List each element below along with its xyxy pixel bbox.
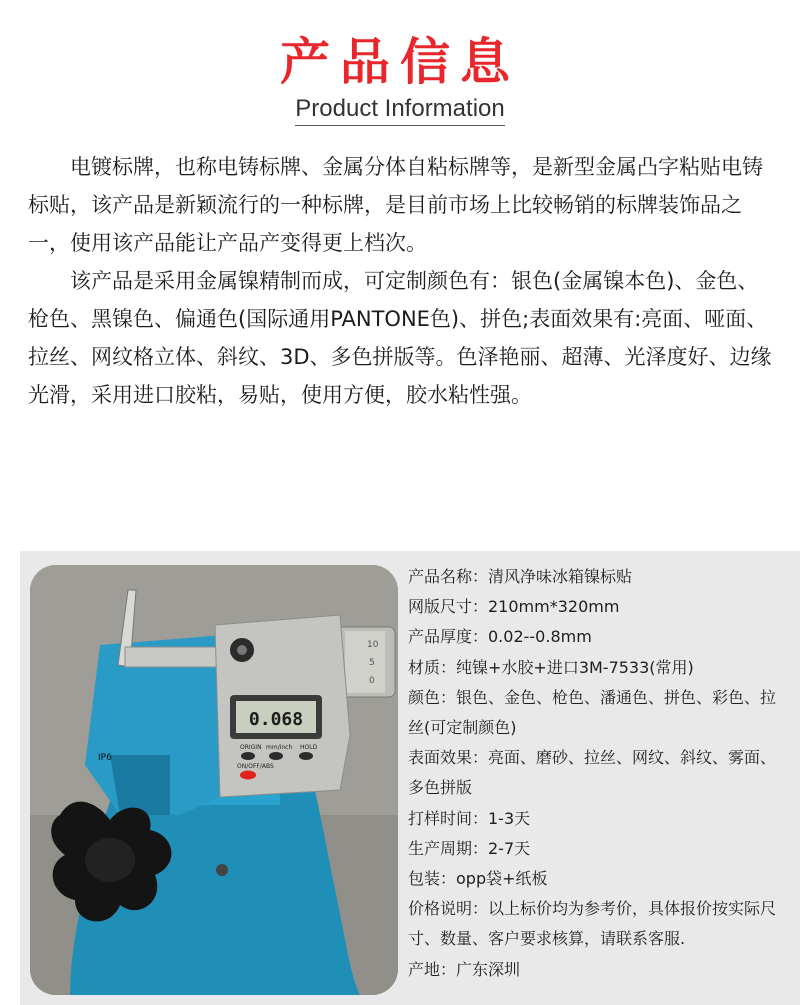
page-title: 产品信息: [280, 33, 520, 91]
intro-paragraph-2: 该产品是采用金属镍精制而成，可定制颜色有：银色(金属镍本色)、金色、枪色、黑镍色、偏通色(国际通用PANTONE色)、拼色;表面效果有:亮面、哑面、拉丝、网纹格立体、斜纹、3D、多色拼版等。色泽艳丽、超薄、光泽度好、边缘光滑，采用进口胶粘，易贴，使用方便，胶水粘性强。: [28, 269, 772, 407]
spec-colors: 颜色：银色、金色、枪色、潘通色、拼色、彩色、拉丝(可定制颜色): [408, 687, 777, 738]
base-screw: [216, 864, 228, 876]
page-subtitle: [0, 94, 800, 123]
scale-mark-5: 5: [369, 658, 375, 668]
btn-origin-label: ORIGIN: [240, 744, 262, 751]
intro-paragraph-1: 电镀标牌，也称电铸标牌、金属分体自粘标牌等，是新型金属凸字粘贴电铸标贴，该产品是新颖流行的一种标牌，是目前市场上比较畅销的标牌装饰品之一，使用该产品能让产品产变得更上档次。: [28, 155, 763, 255]
spec-material: 材质：纯镍+水胶+进口3M-7533(常用): [408, 657, 694, 677]
btn-onoff-label: ON/OFF/ABS: [237, 763, 274, 770]
spec-production-cycle: 生产周期：2-7天: [408, 838, 531, 858]
red-button: [240, 771, 256, 780]
spec-price-note: 价格说明：以上标价均为参考价，具体报价按实际尺寸、数量、客户要求核算，请联系客服.: [408, 899, 777, 949]
scale-mark-0: 0: [369, 676, 375, 686]
lcd-reading: 0.068: [248, 709, 304, 730]
spec-origin: 产地：广东深圳: [408, 959, 521, 979]
brand-label: IP6: [98, 753, 112, 763]
spec-screen-size: 网版尺寸：210mm*320mm: [408, 597, 620, 617]
spec-surface-effect: 表面效果：亮面、磨砂、拉丝、网纹、斜纹、雾面、多色拼版: [408, 748, 777, 798]
intro-text: [28, 148, 776, 414]
spec-sample-time: 打样时间：1-3天: [408, 808, 531, 828]
product-photo: [30, 565, 398, 995]
spec-packaging: 包装：opp袋+纸板: [408, 869, 548, 889]
spec-product-name: 产品名称：清风净味冰箱镍标贴: [408, 567, 633, 586]
micrometer-illustration: [30, 565, 398, 995]
spec-list: [408, 562, 778, 985]
btn-hold-label: HOLD: [300, 744, 318, 751]
spec-thickness: 产品厚度：0.02--0.8mm: [408, 627, 592, 647]
btn-mm-inch-label: mm/inch: [266, 744, 293, 751]
scale-mark-10: 10: [367, 640, 379, 650]
subtitle-text: Product Information: [295, 95, 504, 126]
